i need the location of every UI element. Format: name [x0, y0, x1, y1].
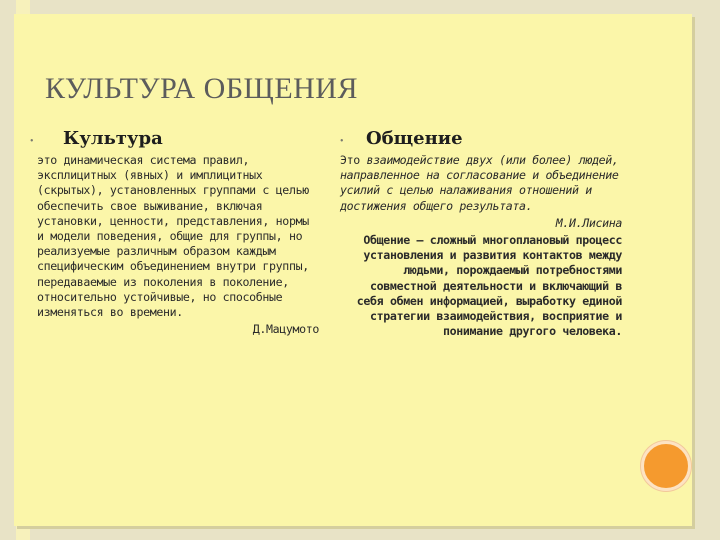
communication-quote: Общение — сложный многоплановый процесс установления и развития контактов между людьми, порождаемый потребностями совместной деятельности и включающий в себя обмен информацией, выработку единой стратегии взаимодействия, восприятие и понимание другого человека. — [356, 233, 622, 339]
communication-author: М.И.Лисина — [555, 215, 622, 230]
communication-text: взаимодействие двух (или более) людей, направленное на согласование и объединение усилий с целью налаживания отношений и достижения общего результата. — [340, 153, 619, 213]
heading-culture: Культура — [63, 128, 163, 149]
slide-title: КУЛЬТУРА ОБЩЕНИЯ — [45, 72, 358, 105]
communication-definition — [340, 153, 622, 339]
bullet-right: • — [340, 136, 344, 147]
bullet-left: • — [30, 136, 34, 147]
communication-lead: Это — [340, 153, 367, 167]
heading-communication: Общение — [366, 128, 463, 149]
culture-definition — [37, 153, 319, 337]
culture-author: Д.Мацумото — [252, 322, 319, 337]
decorative-circle — [641, 441, 691, 491]
culture-text: это динамическая система правил, эксплицитных (явных) и имплицитных (скрытых), установленных группами с целью обеспечить свое выживание, включая установки, ценности, представления, нормы и модели поведения, общие для группы, но реализуемые различным образом каждым специфическим объединением внутри группы, передаваемые из поколения в поколение, относительно устойчивые, но способные изменяться во времени. — [37, 153, 309, 320]
